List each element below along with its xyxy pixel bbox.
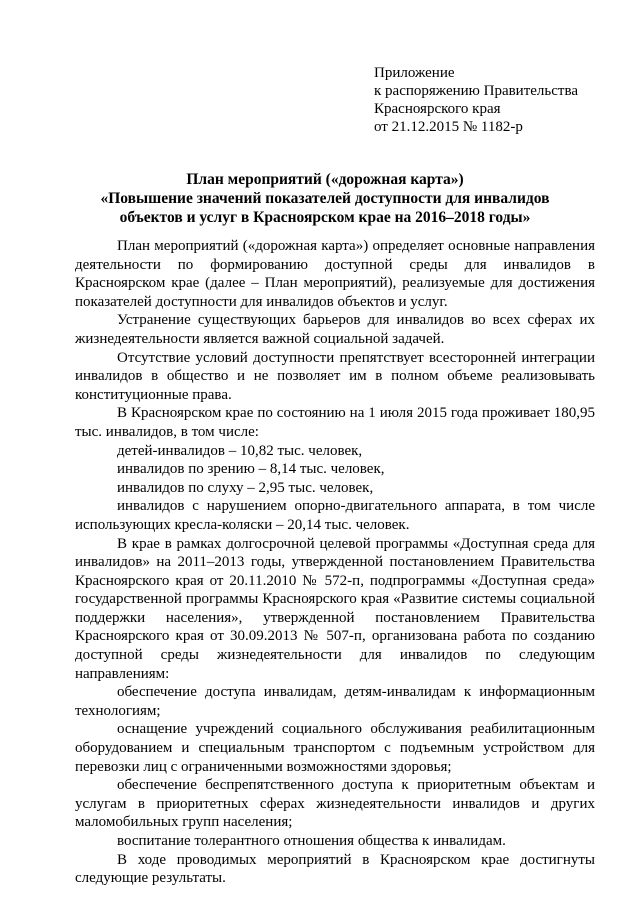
document-title <box>60 170 590 227</box>
paragraph: В крае в рамках долгосрочной целевой программы «Доступная среда для инвалидов» на 2011–2013 годы, утвержденной постановлением Правительства Красноярского края от 20.11.2010 № 572-п, подпрограммы «Доступная среда» государственной программы Красноярского края «Развитие системы социальной поддержки населения», утвержденной постановлением Правительства Красноярского края от 30.09.2013 № 507-п, организована работа по созданию доступной среды жизнедеятельности для инвалидов по следующим направлениям: <box>75 535 595 682</box>
paragraph: В ходе проводимых мероприятий в Красноярском крае достигнуты следующие результаты. <box>75 851 595 887</box>
list-item: детей-инвалидов – 10,82 тыс. человек, <box>117 442 363 459</box>
appendix-header <box>374 64 578 136</box>
appendix-line: Красноярского края <box>374 101 501 117</box>
list-item: инвалидов с нарушением опорно-двигательного аппарата, в том числе использующих кресла-коляски – 20,14 тыс. человек. <box>75 498 595 533</box>
appendix-line: от 21.12.2015 № 1182-р <box>374 119 523 135</box>
document-body <box>75 237 595 888</box>
title-line: План мероприятий («дорожная карта») <box>186 171 464 188</box>
list-item: инвалидов по зрению – 8,14 тыс. человек, <box>117 461 385 478</box>
title-line: «Повышение значений показателей доступности для инвалидов <box>100 190 550 207</box>
paragraph: Устранение существующих барьеров для инвалидов во всех сферах их жизнедеятельности является важной социальной задачей. <box>75 312 595 347</box>
appendix-line: Приложение <box>374 65 455 81</box>
paragraph: В Красноярском крае по состоянию на 1 июля 2015 года проживает 180,95 тыс. инвалидов, в том числе: <box>75 405 595 440</box>
list-item: инвалидов по слуху – 2,95 тыс. человек, <box>117 479 374 496</box>
appendix-line: к распоряжению Правительства <box>374 83 579 99</box>
paragraph: Отсутствие условий доступности препятствует всесторонней интеграции инвалидов в общество и не позволяет им в полном объеме реализовывать конституционные права. <box>75 349 595 403</box>
list-item: оснащение учреждений социального обслуживания реабилитационным оборудованием и специальным транспортом с подъемным устройством для перевозки лиц с ограниченными возможностями здоровья; <box>75 721 595 775</box>
title-line: объектов и услуг в Красноярском крае на 2016–2018 годы» <box>119 209 531 226</box>
list-item: обеспечение доступа инвалидам, детям-инвалидам к информационным технологиям; <box>75 684 595 719</box>
list-item: обеспечение беспрепятственного доступа к приоритетным объектам и услугам в приоритетных сферах жизнедеятельности инвалидов и других маломобильных групп населения; <box>75 777 595 831</box>
paragraph: План мероприятий («дорожная карта») определяет основные направления деятельности по формированию доступной среды для инвалидов в Красноярском крае (далее – План мероприятий), реализуемые для достижения показателей доступности для инвалидов объектов и услуг. <box>75 238 595 310</box>
list-item: воспитание толерантного отношения общества к инвалидам. <box>117 833 506 849</box>
